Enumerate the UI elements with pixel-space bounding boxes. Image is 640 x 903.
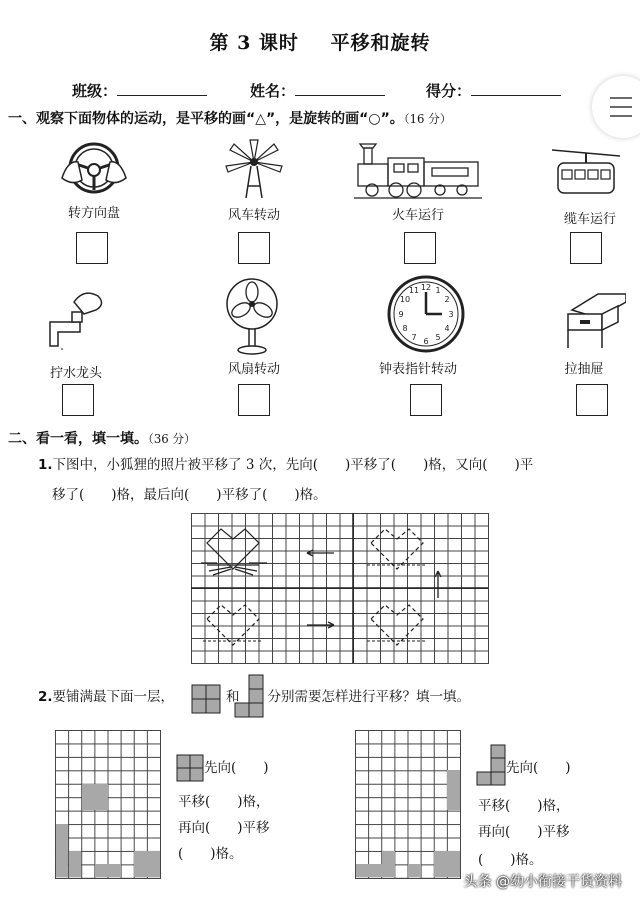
- steering-wheel-icon: [58, 138, 130, 200]
- caption-train: 火车运行: [391, 208, 444, 223]
- svg-text:8: 8: [402, 324, 408, 333]
- windmill-icon: [222, 136, 286, 200]
- page-title: [0, 28, 640, 55]
- drawer-icon: [558, 292, 626, 352]
- answer-box-steering-wheel[interactable]: [76, 232, 108, 264]
- l-tile-icon: [234, 674, 264, 718]
- class-label: 班级：: [72, 82, 118, 100]
- shaded-block: [82, 784, 108, 810]
- score-label: 得分：: [426, 82, 472, 100]
- svg-text:5: 5: [435, 333, 441, 342]
- answer-box-windmill[interactable]: [238, 232, 270, 264]
- left-square-tile-icon: [176, 754, 204, 782]
- svg-text:2: 2: [444, 295, 450, 304]
- svg-text:6: 6: [423, 337, 429, 346]
- answer-box-clock[interactable]: [410, 384, 442, 416]
- section2-heading: 二、看一看，填一填。（36 分）: [8, 431, 196, 447]
- right-l-tile-icon: [476, 744, 506, 786]
- svg-text:4: 4: [444, 324, 450, 333]
- svg-text:11: 11: [408, 286, 420, 295]
- svg-text:9: 9: [398, 310, 404, 319]
- section1-points: （16 分）: [403, 112, 452, 126]
- lesson-title: 平移和旋转: [330, 32, 431, 54]
- question-2-text-before: 要铺满最下面一层，: [52, 689, 175, 705]
- class-field: [72, 80, 207, 101]
- answer-box-train[interactable]: [404, 232, 436, 264]
- caption-windmill: 风车转动: [227, 208, 280, 223]
- answer-box-cable-car[interactable]: [570, 232, 602, 264]
- section2-points: （36 分）: [148, 432, 196, 446]
- svg-text:1: 1: [435, 286, 441, 295]
- left-fill-line4[interactable]: ( )格。: [178, 846, 243, 862]
- cable-car-icon: [552, 146, 620, 198]
- name-blank[interactable]: [295, 83, 385, 96]
- svg-text:10: 10: [399, 295, 411, 304]
- train-icon: [354, 138, 482, 200]
- left-fill-line3[interactable]: 再向( )平移: [178, 820, 270, 836]
- svg-text:3: 3: [448, 310, 454, 319]
- caption-steering-wheel: 转方向盘: [67, 206, 120, 221]
- watermark: 头条 @幼小衔接干货资料: [463, 874, 622, 890]
- svg-text:7: 7: [411, 333, 417, 342]
- menu-icon: [610, 97, 632, 99]
- score-blank[interactable]: [471, 83, 561, 96]
- left-tiling-grid: [55, 730, 161, 879]
- clock-icon: [386, 274, 466, 354]
- name-label: 姓名：: [250, 82, 296, 100]
- question-2-text-after: 分别需要怎样进行平移？填一填。: [267, 689, 471, 705]
- right-fill-line3[interactable]: 再向( )平移: [478, 824, 570, 840]
- answer-box-faucet[interactable]: [62, 384, 94, 416]
- caption-fan: 风扇转动: [227, 362, 280, 377]
- left-fill-line2[interactable]: 平移( )格，: [178, 794, 270, 810]
- lesson-number: 第 3 课时: [209, 32, 299, 54]
- right-tiling-grid: [355, 730, 461, 879]
- svg-text:12: 12: [420, 283, 432, 292]
- question-2-number: 2.: [38, 689, 53, 705]
- question-2-text-middle: 和: [226, 689, 240, 705]
- question-2: [38, 684, 633, 710]
- right-fill-line4[interactable]: ( )格。: [478, 852, 543, 868]
- name-field: [250, 80, 385, 101]
- shaded-block: [447, 770, 460, 810]
- answer-box-fan[interactable]: [238, 384, 270, 416]
- menu-button[interactable]: [592, 76, 640, 138]
- caption-clock: 钟表指针转动: [378, 362, 457, 377]
- fox-grid: [191, 513, 489, 664]
- caption-drawer: 拉抽屉: [564, 362, 604, 377]
- faucet-icon: [44, 282, 114, 352]
- question-1-line1: 下图中，小狐狸的照片被平移了 3 次，先向( )平移了( )格，又向( )平: [52, 457, 534, 473]
- left-fill-line1[interactable]: 先向( ): [204, 760, 269, 776]
- right-fill-line2[interactable]: 平移( )格，: [478, 798, 570, 814]
- score-field: [426, 80, 561, 101]
- answer-box-drawer[interactable]: [576, 384, 608, 416]
- section1-heading: 一、观察下面物体的运动，是平移的画“△”，是旋转的画“○”。（16 分）: [8, 111, 452, 127]
- fox-drawings: [191, 513, 488, 663]
- class-blank[interactable]: [117, 83, 207, 96]
- question-1-line2: 移了( )格，最后向( )平移了( )格。: [52, 487, 327, 503]
- question-1-number: 1.: [38, 457, 53, 473]
- square-tile-icon: [191, 684, 221, 714]
- right-fill-line1[interactable]: 先向( ): [506, 760, 571, 776]
- fan-icon: [222, 276, 284, 356]
- caption-cable-car: 缆车运行: [563, 212, 616, 227]
- question-1: [38, 450, 633, 510]
- caption-faucet: 拧水龙头: [49, 366, 102, 381]
